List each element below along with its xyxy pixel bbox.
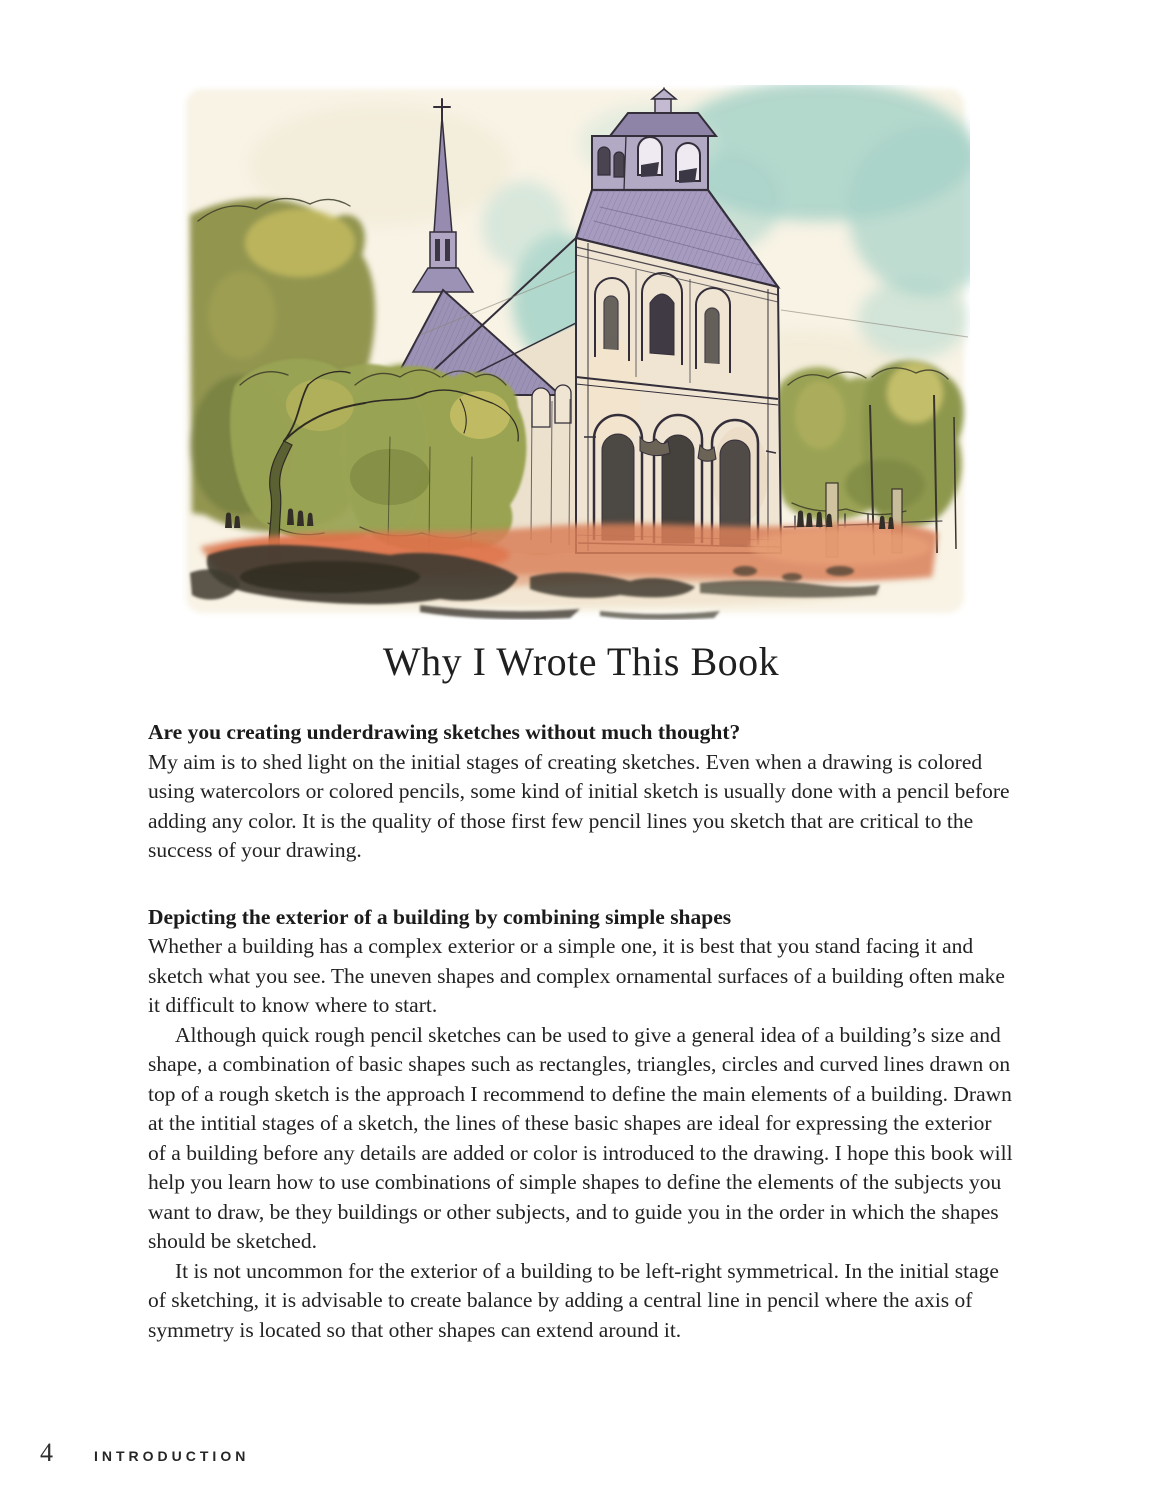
section-heading: Are you creating underdrawing sketches without much thought? <box>148 720 741 744</box>
page-number: 4 <box>40 1438 53 1467</box>
running-footer-label: INTRODUCTION <box>94 1448 250 1464</box>
paragraph: My aim is to shed light on the initial stages of creating sketches. Even when a drawing is colored using watercolors or colored pencils, some kind of initial sketch is usually done with a pencil before adding any color. It is the quality of those first few pencil lines you sketch that are critical to the success of your drawing. <box>148 749 1010 862</box>
section-depicting <box>148 903 1014 1346</box>
page-title: Why I Wrote This Book <box>382 639 780 684</box>
paragraph: It is not uncommon for the exterior of a building to be left-right symmetrical. In the initial stage of sketching, it is advisable to create balance by adding a central line in pencil where the axis of symmetry is located so that other shapes can extend around it. <box>148 1258 999 1342</box>
paragraph: Whether a building has a complex exterior or a simple one, it is best that you stand facing it and sketch what you see. The uneven shapes and complex ornamental surfaces of a building often make it difficult to know where to start. <box>148 934 1005 1017</box>
section-heading: Depicting the exterior of a building by combining simple shapes <box>148 904 732 929</box>
paragraph: Although quick rough pencil sketches can be used to give a general idea of a building’s size and shape, a combination of basic shapes such as rectangles, triangles, circles and curved lines drawn on top of a rough sketch is the approach I recommend to define the main elements of a building. Drawn at the intitial stages of a sketch, the lines of these basic shapes are ideal for expressing the exterior of a building before any details are added or color is introduced to the drawing. I hope this book will help you learn how to use combinations of simple shapes to define the elements of the subjects you want to draw, be they buildings or other subjects, and to guide you in the order in which the shapes should be sketched. <box>148 1022 1013 1253</box>
section-why <box>148 718 1014 866</box>
page-footer <box>40 1438 249 1468</box>
page-content <box>148 638 1014 1345</box>
church-watercolor-illustration <box>180 85 970 620</box>
